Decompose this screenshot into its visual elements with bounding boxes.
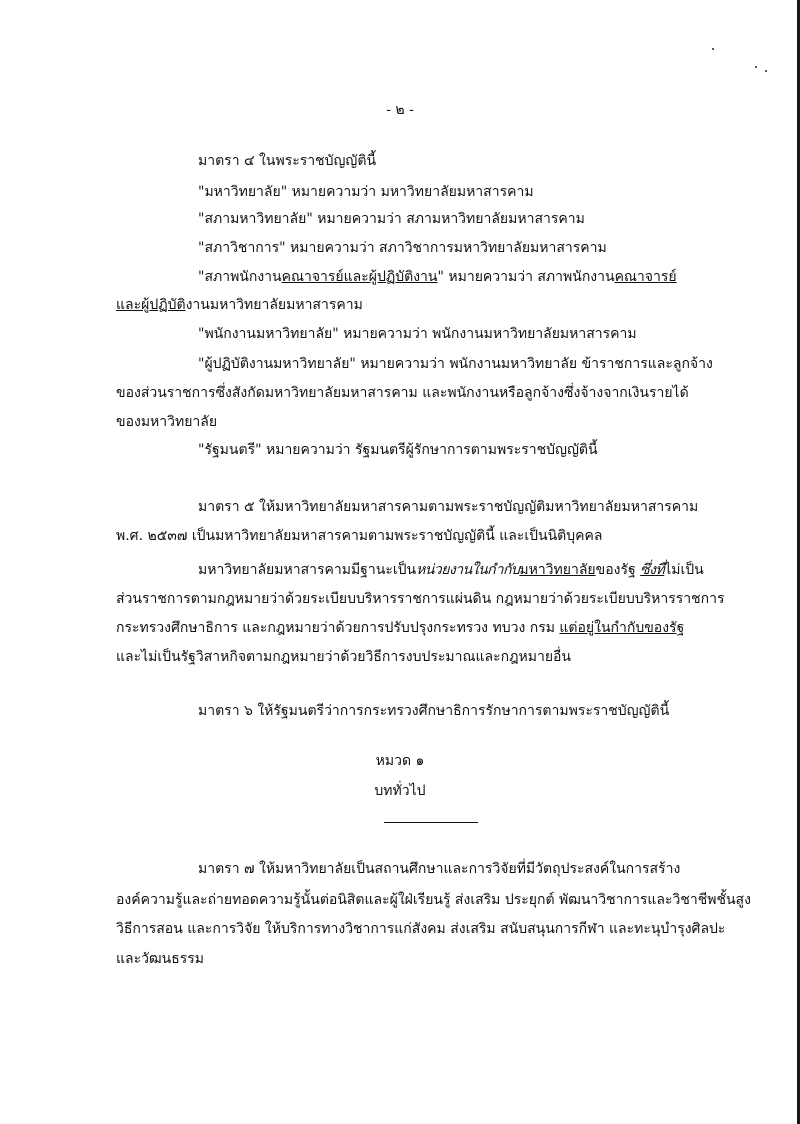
chapter-divider bbox=[384, 822, 478, 823]
section-5-line4: ส่วนราชการตามกฎหมายว่าด้วยระเบียบบริหารราชการแผ่นดิน กฎหมายว่าด้วยระเบียบบริหารราชการ bbox=[116, 591, 725, 607]
definition-university-employee: "พนักงานมหาวิทยาลัย" หมายความว่า พนักงานมหาวิทยาลัยมหาสารคาม bbox=[198, 326, 637, 342]
definition-university-council: "สภามหาวิทยาลัย" หมายความว่า สภามหาวิทยาลัยมหาสารคาม bbox=[198, 211, 585, 227]
definition-academic-senate: "สภาวิชาการ" หมายความว่า สภาวิชาการมหาวิทยาลัยมหาสารคาม bbox=[198, 240, 607, 256]
section-4-heading: มาตรา ๔ ในพระราชบัญญัตินี้ bbox=[198, 153, 377, 169]
definition-university-worker-line2: ของส่วนราชการซึ่งสังกัดมหาวิทยาลัยมหาสารคาม และพนักงานหรือลูกจ้างซึ่งจ้างจากเงินรายได้ bbox=[116, 385, 689, 401]
chapter-title: หมวด ๑ bbox=[375, 753, 425, 769]
section-7-line4: และวัฒนธรรม bbox=[116, 951, 205, 967]
section-5-line1: มาตรา ๕ ให้มหาวิทยาลัยมหาสารคามตามพระราชบัญญัติมหาวิทยาลัยมหาสารคาม bbox=[198, 499, 699, 515]
scan-speck bbox=[755, 66, 757, 68]
scan-speck bbox=[712, 48, 714, 50]
chapter-subtitle: บททั่วไป bbox=[374, 783, 426, 799]
section-7-line1: มาตรา ๗ ให้มหาวิทยาลัยเป็นสถานศึกษาและการวิจัยที่มีวัตถุประสงค์ในการสร้าง bbox=[198, 861, 681, 877]
section-7-line3: วิธีการสอน และการวิจัย ให้บริการทางวิชาการแก่สังคม ส่งเสริม สนับสนุนการกีฬา และทะนุบำรุงศิลปะ bbox=[116, 921, 726, 937]
scan-speck bbox=[765, 70, 767, 72]
section-5-line3: มหาวิทยาลัยมหาสารคามมีฐานะเป็นหน่วยงานในกำกับมหาวิทยาลัยของรัฐ ซึ่งที่ไม่เป็น bbox=[198, 562, 704, 578]
definition-minister: "รัฐมนตรี" หมายความว่า รัฐมนตรีผู้รักษาการตามพระราชบัญญัตินี้ bbox=[198, 442, 598, 458]
definition-staff-council: "สภาพนักงานคณาจารย์และผู้ปฏิบัติงาน" หมายความว่า สภาพนักงานคณาจารย์ bbox=[198, 269, 677, 285]
page-number: - ๒ - bbox=[386, 102, 414, 118]
definition-staff-council-continued: และผู้ปฏิบัติงานมหาวิทยาลัยมหาสารคาม bbox=[116, 297, 363, 313]
section-5-line6: และไม่เป็นรัฐวิสาหกิจตามกฎหมายว่าด้วยวิธีการงบประมาณและกฎหมายอื่น bbox=[116, 649, 571, 665]
definition-university: "มหาวิทยาลัย" หมายความว่า มหาวิทยาลัยมหาสารคาม bbox=[198, 184, 534, 200]
section-7-line2: องค์ความรู้และถ่ายทอดความรู้นั้นต่อนิสิตและผู้ใฝ่เรียนรู้ ส่งเสริม ประยุกต์ พัฒนาวิชาการและวิชาชีพชั้นสูง bbox=[116, 892, 751, 908]
definition-university-worker-line3: ของมหาวิทยาลัย bbox=[116, 414, 218, 430]
definition-university-worker: "ผู้ปฏิบัติงานมหาวิทยาลัย" หมายความว่า พนักงานมหาวิทยาลัย ข้าราชการและลูกจ้าง bbox=[198, 356, 713, 372]
section-6-line1: มาตรา ๖ ให้รัฐมนตรีว่าการกระทรวงศึกษาธิการรักษาการตามพระราชบัญญัตินี้ bbox=[198, 703, 670, 719]
section-5-line5: กระทรวงศึกษาธิการ และกฎหมายว่าด้วยการปรับปรุงกระทรวง ทบวง กรม แต่อยู่ในกำกับของรัฐ bbox=[116, 620, 685, 636]
section-5-line2: พ.ศ. ๒๕๓๗ เป็นมหาวิทยาลัยมหาสารคามตามพระราชบัญญัตินี้ และเป็นนิติบุคคล bbox=[116, 528, 603, 544]
